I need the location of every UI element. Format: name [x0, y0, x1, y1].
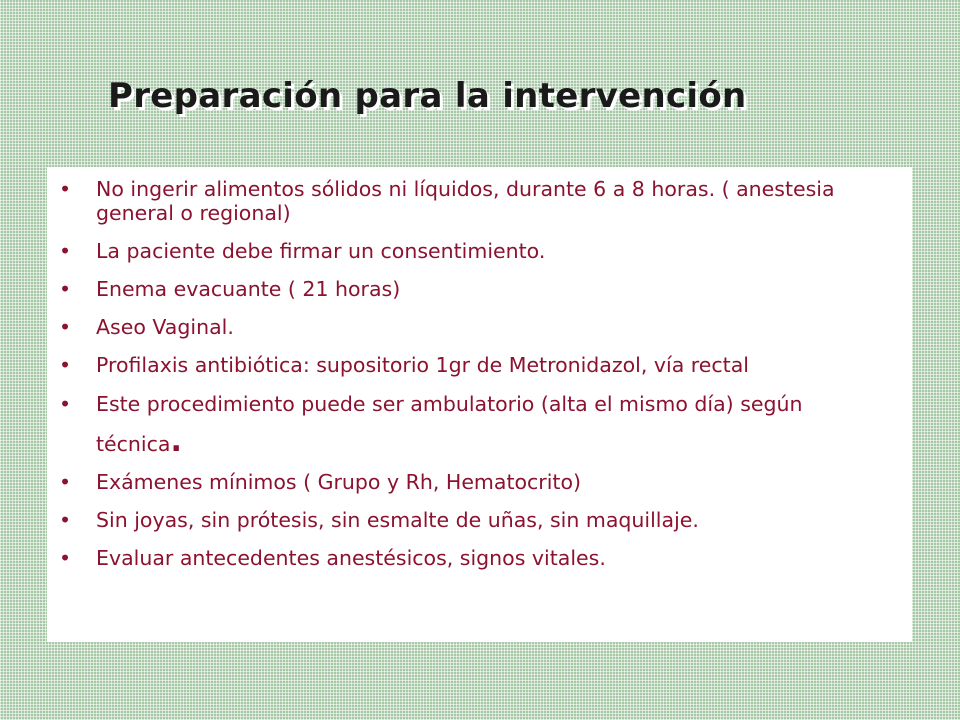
bullet-marker: •	[59, 470, 72, 494]
slide-title: Preparación para la intervención	[108, 76, 747, 116]
bullet-marker: •	[59, 508, 72, 532]
bullet-item-ambulatory	[47, 384, 912, 464]
bullet-item-prophylaxis	[47, 353, 912, 377]
bullet-text: Este procedimiento puede ser ambulatorio (alta el mismo día) según técnica	[96, 392, 803, 456]
bullet-marker: •	[59, 315, 72, 339]
bullet-period: .	[170, 424, 182, 459]
bullet-text: Aseo Vaginal.	[96, 315, 234, 339]
bullet-text: Exámenes mínimos ( Grupo y Rh, Hematocrito)	[96, 470, 582, 494]
bullet-marker: •	[59, 277, 72, 301]
bullet-list	[47, 177, 912, 584]
bullet-marker: •	[59, 177, 72, 201]
bullet-marker: •	[59, 392, 72, 416]
bullet-text: Profilaxis antibiótica: supositorio 1gr de Metronidazol, vía rectal	[96, 353, 749, 377]
bullet-item-vaginal-hygiene	[47, 315, 912, 339]
bullet-item-enema	[47, 277, 912, 301]
bullet-item-no-jewelry	[47, 508, 912, 532]
bullet-text: Evaluar antecedentes anestésicos, signos vitales.	[96, 546, 606, 570]
bullet-text: Enema evacuante ( 21 horas)	[96, 277, 401, 301]
bullet-item-fasting	[47, 177, 912, 225]
bullet-item-minimum-exams	[47, 470, 912, 494]
content-panel	[47, 167, 912, 642]
bullet-marker: •	[59, 546, 72, 570]
bullet-item-consent	[47, 239, 912, 263]
bullet-item-evaluate	[47, 546, 912, 570]
bullet-text: No ingerir alimentos sólidos ni líquidos, durante 6 a 8 horas. ( anestesia general o regional)	[96, 177, 835, 225]
bullet-marker: •	[59, 353, 72, 377]
bullet-text: Sin joyas, sin prótesis, sin esmalte de uñas, sin maquillaje.	[96, 508, 699, 532]
bullet-text: La paciente debe firmar un consentimiento.	[96, 239, 546, 263]
bullet-marker: •	[59, 239, 72, 263]
